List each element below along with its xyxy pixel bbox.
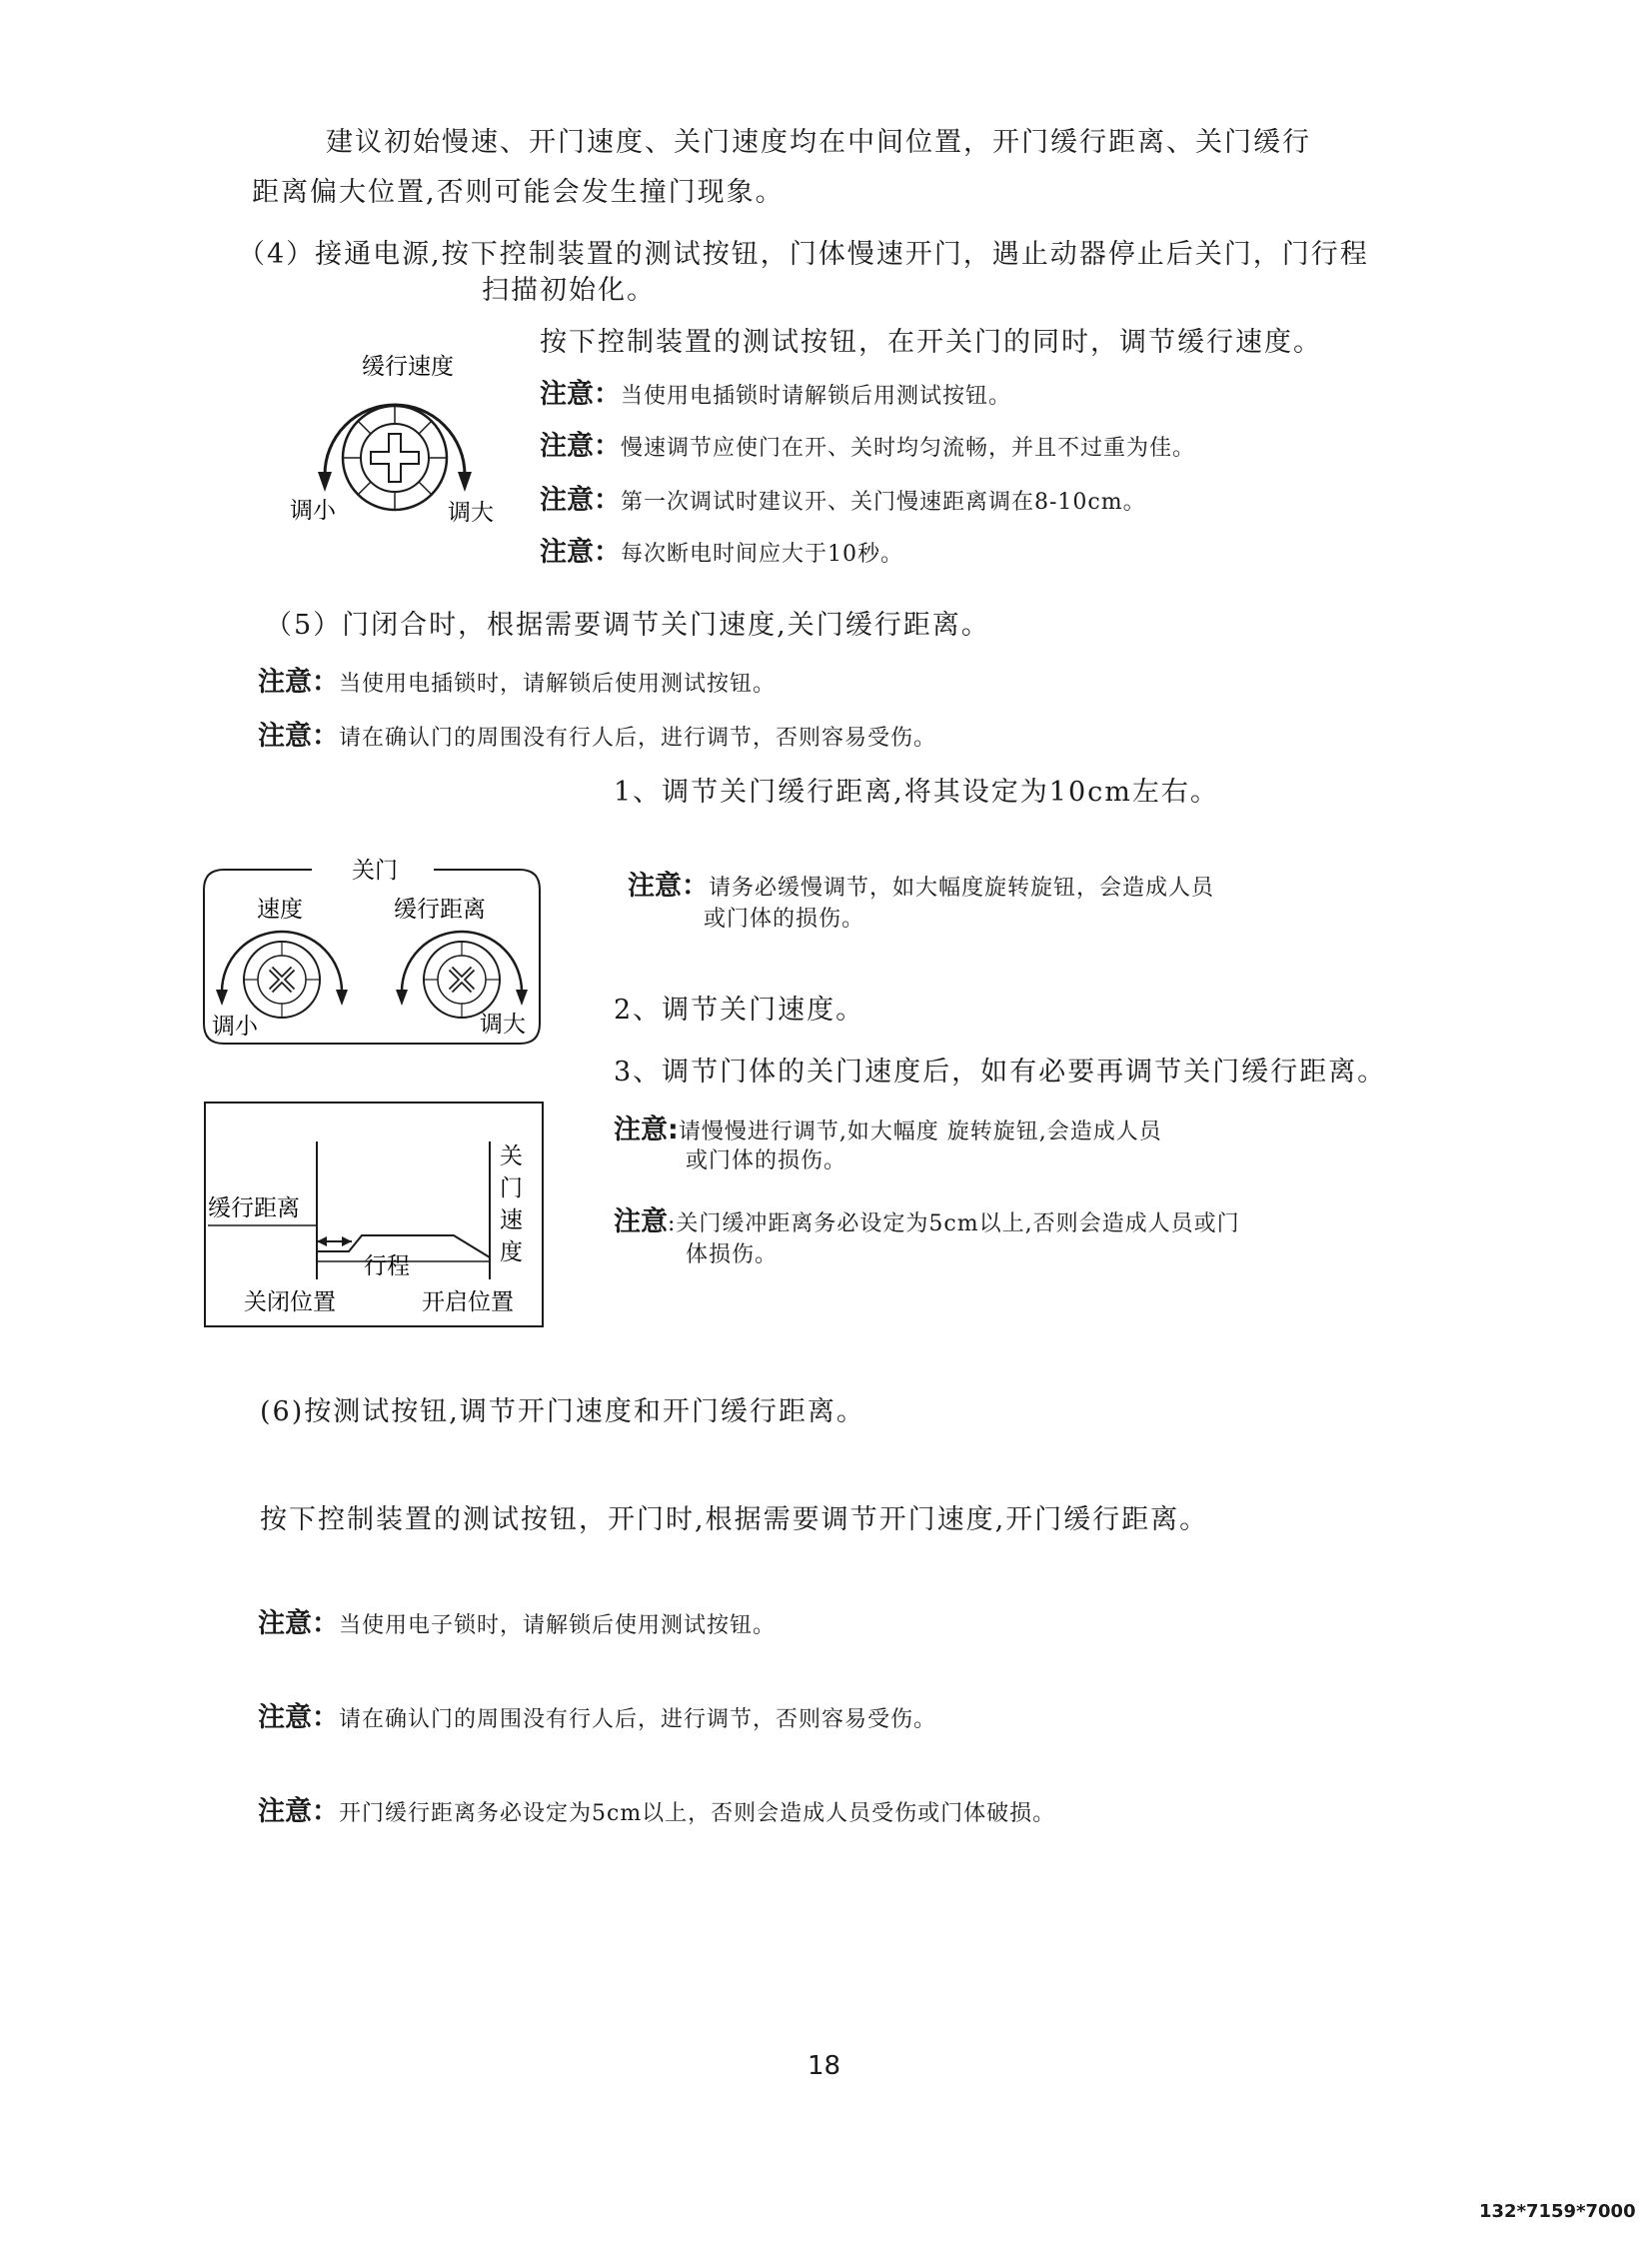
arrow-right-icon [342, 1236, 352, 1246]
travel-label: 行程 [364, 1253, 410, 1279]
open-position-label: 开启位置 [422, 1289, 514, 1315]
note-label: 注意： [628, 871, 709, 902]
knob-right-label: 调大 [448, 500, 494, 526]
step5-item-2: 2、调节关门速度。 [614, 995, 865, 1026]
step4-instruction: 按下控制装置的测试按钮，在开关门的同时，调节缓行速度。 [540, 327, 1322, 358]
slow-distance-label: 缓行距离 [208, 1195, 300, 1221]
step6-heading: (6)按测试按钮,调节开门速度和开门缓行距离。 [260, 1396, 865, 1427]
step4-line-2: 扫描初始化。 [482, 275, 656, 306]
note-label: 注意： [540, 379, 621, 410]
page-number: 18 [808, 2051, 841, 2081]
close-speed-char-3: 速 [500, 1207, 523, 1233]
note-text: 当使用电插锁时请解锁后用测试按钮。 [621, 384, 1012, 409]
note-text: 开门缓行距离务必设定为5cm以上，否则会造成人员受伤或门体破损。 [339, 1801, 1056, 1826]
note-text: 慢速调节应使门在开、关时均匀流畅，并且不过重为佳。 [621, 436, 1196, 461]
closed-position-label: 关闭位置 [244, 1289, 336, 1315]
speed-knob-icon [216, 932, 348, 1018]
note-label: 注意 [614, 1206, 668, 1237]
step4-note-3 [540, 478, 1146, 517]
panel-right-label: 调大 [480, 1012, 526, 1038]
step5-item-3: 3、调节门体的关门速度后，如有必要再调节关门缓行距离。 [614, 1057, 1387, 1088]
step6-note-3 [258, 1789, 1055, 1828]
note-label: 注意： [540, 537, 621, 568]
speed-knob-label: 速度 [257, 897, 303, 923]
panel-left-label: 调小 [212, 1014, 258, 1040]
note-label: 注意： [540, 431, 621, 462]
note-label: 注意： [258, 1796, 339, 1827]
note-label: 注意： [258, 721, 339, 752]
note-text: 第一次调试时建议开、关门慢速距离调在8-10cm。 [621, 490, 1146, 515]
note-label: 注意： [258, 667, 339, 698]
note-text: 当使用电插锁时，请解锁后使用测试按钮。 [339, 672, 777, 697]
knob-title: 缓行速度 [362, 354, 454, 380]
step4-note-1 [540, 372, 1011, 411]
note-label: 注意： [258, 1608, 339, 1639]
slow-distance-knob-icon [396, 932, 528, 1018]
close-speed-char-2: 门 [500, 1175, 523, 1201]
note-text: 请慢慢进行调节,如大幅度 旋转旋钮,会造成人员 [678, 1120, 1162, 1144]
note-text: 当使用电子锁时，请解锁后使用测试按钮。 [339, 1613, 777, 1638]
arrow-right-icon [458, 472, 472, 492]
print-code: 132*7159*7000 [1479, 2201, 1636, 2222]
step5-item-1: 1、调节关门缓行距离,将其设定为10cm左右。 [614, 777, 1219, 808]
step5-note-1 [258, 660, 776, 699]
step6-note-1 [258, 1601, 776, 1640]
step6-note-2 [258, 1695, 936, 1734]
arrow-left-icon [318, 472, 332, 492]
close-speed-char-4: 度 [500, 1239, 523, 1265]
slow-speed-knob-diagram [270, 340, 520, 540]
knob-left-label: 调小 [290, 498, 336, 524]
step4-note-2 [540, 424, 1195, 463]
close-door-knob-panel [202, 852, 542, 1052]
step5-item3-note-a-line-2: 或门体的损伤。 [686, 1148, 847, 1173]
step5-item3-note-b-line-2: 体损伤。 [686, 1242, 779, 1267]
note-text: 请务必缓慢调节，如大幅度旋转旋钮，会造成人员 [709, 876, 1215, 901]
note-text: :关门缓冲距离务必设定为5cm以上,否则会造成人员或门 [668, 1211, 1240, 1236]
panel-title: 关门 [352, 858, 398, 884]
slow-distance-knob-label: 缓行距离 [394, 897, 486, 923]
step5-item3-note-a [614, 1108, 1162, 1146]
note-text: 请在确认门的周围没有行人后，进行调节，否则容易受伤。 [339, 1707, 937, 1732]
step5-note-2 [258, 714, 936, 753]
step4-note-4 [540, 530, 903, 569]
note-label: 注意： [540, 485, 621, 516]
note-label: 注意: [614, 1115, 679, 1145]
knob-icon [343, 406, 447, 510]
intro-line-1: 建议初始慢速、开门速度、关门速度均在中间位置，开门缓行距离、关门缓行 [326, 127, 1311, 158]
step4-line-1: （4）接通电源,按下控制装置的测试按钮，门体慢速开门，遇止动器停止后关门，门行程 [238, 239, 1369, 270]
note-text: 请在确认门的周围没有行人后，进行调节，否则容易受伤。 [339, 726, 937, 751]
note-text: 每次断电时间应大于10秒。 [621, 542, 903, 567]
travel-diagram [204, 1102, 544, 1327]
close-speed-char-1: 关 [500, 1143, 523, 1169]
step5-item3-note-b [614, 1199, 1240, 1238]
intro-line-2: 距离偏大位置,否则可能会发生撞门现象。 [252, 177, 785, 208]
step5-item1-note [628, 864, 1214, 903]
step6-instruction: 按下控制装置的测试按钮，开门时,根据需要调节开门速度,开门缓行距离。 [260, 1504, 1209, 1535]
note-label: 注意： [258, 1702, 339, 1733]
step5-item1-note-line-2: 或门体的损伤。 [704, 907, 865, 932]
step5-heading: （5）门闭合时，根据需要调节关门速度,关门缓行距离。 [265, 610, 990, 641]
arrow-left-icon [317, 1236, 327, 1246]
